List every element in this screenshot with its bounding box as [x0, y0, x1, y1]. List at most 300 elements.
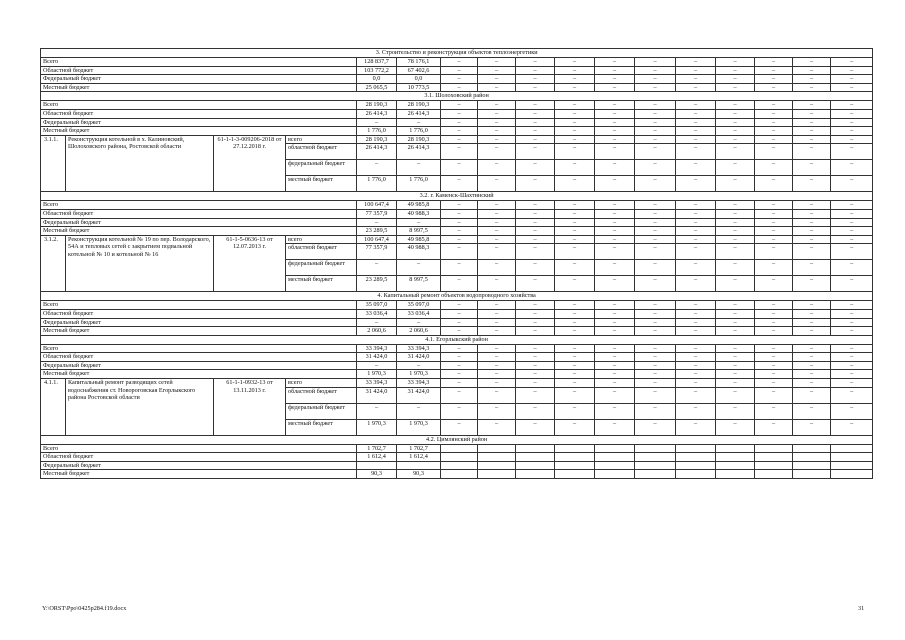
empty-period-cell: –	[441, 276, 478, 292]
empty-period-cell: –	[555, 370, 595, 379]
empty-period-cell: –	[595, 160, 635, 176]
empty-period-cell: –	[441, 403, 478, 419]
empty-period-cell: –	[676, 135, 716, 144]
amount-cell: 25 065,5	[357, 83, 397, 92]
empty-period-cell: –	[595, 227, 635, 236]
empty-period-cell: –	[516, 361, 555, 370]
empty-period-cell: –	[441, 419, 478, 435]
section-header-row	[41, 192, 873, 201]
empty-period-cell: –	[831, 66, 873, 75]
amount-cell: 26 414,3	[357, 109, 397, 118]
section-header-row	[41, 292, 873, 301]
empty-period-cell: –	[555, 127, 595, 136]
empty-period-cell: –	[595, 118, 635, 127]
empty-period-cell: –	[478, 75, 516, 84]
empty-period-cell: –	[676, 144, 716, 160]
amount-cell: –	[357, 318, 397, 327]
sub-label: областной бюджет	[286, 244, 357, 260]
empty-period-cell: –	[755, 403, 793, 419]
empty-period-cell: –	[831, 327, 873, 336]
empty-period-cell: –	[793, 209, 831, 218]
empty-period-cell	[676, 470, 716, 479]
amount-cell: –	[397, 318, 441, 327]
empty-period-cell: –	[793, 176, 831, 192]
empty-period-cell	[831, 470, 873, 479]
empty-period-cell	[793, 444, 831, 453]
empty-period-cell: –	[635, 379, 676, 388]
empty-period-cell: –	[441, 301, 478, 310]
empty-period-cell	[635, 470, 676, 479]
empty-period-cell: –	[555, 66, 595, 75]
empty-period-cell: –	[635, 218, 676, 227]
empty-period-cell: –	[595, 176, 635, 192]
empty-period-cell: –	[676, 419, 716, 435]
empty-period-cell: –	[441, 218, 478, 227]
sub-label: всего	[286, 379, 357, 388]
empty-period-cell: –	[716, 309, 755, 318]
empty-period-cell: –	[595, 318, 635, 327]
empty-period-cell: –	[716, 260, 755, 276]
empty-period-cell: –	[516, 419, 555, 435]
empty-period-cell: –	[793, 370, 831, 379]
empty-period-cell: –	[755, 135, 793, 144]
empty-period-cell: –	[831, 218, 873, 227]
amount-cell: 31 424,0	[397, 353, 441, 362]
empty-period-cell: –	[478, 160, 516, 176]
summary-row-federal	[41, 218, 873, 227]
item-code: 61-1-1-0932-13 от 13.11.2013 г.	[214, 379, 286, 436]
summary-row-local	[41, 370, 873, 379]
empty-period-cell: –	[676, 118, 716, 127]
empty-period-cell: –	[793, 201, 831, 210]
empty-period-cell: –	[555, 318, 595, 327]
sub-label: федеральный бюджет	[286, 260, 357, 276]
empty-period-cell: –	[716, 135, 755, 144]
empty-period-cell: –	[555, 235, 595, 244]
summary-row-local	[41, 83, 873, 92]
summary-row-local	[41, 227, 873, 236]
item-row-total	[41, 135, 873, 144]
amount-cell: –	[357, 118, 397, 127]
empty-period-cell: –	[716, 379, 755, 388]
empty-period-cell: –	[441, 209, 478, 218]
section-title: 4.1. Егорлыкский район	[41, 335, 873, 344]
empty-period-cell: –	[516, 327, 555, 336]
sub-label: областной бюджет	[286, 387, 357, 403]
empty-period-cell: –	[716, 276, 755, 292]
amount-cell: 40 988,3	[397, 209, 441, 218]
item-code: 61-1-5-0636-13 от 12.07.2013 г.	[214, 235, 286, 292]
empty-period-cell: –	[635, 327, 676, 336]
empty-period-cell: –	[478, 118, 516, 127]
summary-label: Местный бюджет	[41, 470, 357, 479]
empty-period-cell: –	[635, 101, 676, 110]
empty-period-cell: –	[793, 101, 831, 110]
amount-cell: –	[397, 361, 441, 370]
empty-period-cell	[716, 470, 755, 479]
empty-period-cell: –	[555, 344, 595, 353]
empty-period-cell: –	[478, 419, 516, 435]
amount-cell: 77 357,9	[357, 209, 397, 218]
amount-cell: 1 776,0	[357, 127, 397, 136]
empty-period-cell: –	[516, 379, 555, 388]
empty-period-cell: –	[441, 309, 478, 318]
empty-period-cell: –	[555, 160, 595, 176]
empty-period-cell: –	[441, 160, 478, 176]
empty-period-cell: –	[555, 301, 595, 310]
empty-period-cell: –	[755, 144, 793, 160]
empty-period-cell: –	[595, 75, 635, 84]
empty-period-cell: –	[635, 135, 676, 144]
empty-period-cell: –	[716, 227, 755, 236]
empty-period-cell: –	[716, 75, 755, 84]
empty-period-cell: –	[441, 83, 478, 92]
empty-period-cell: –	[755, 176, 793, 192]
empty-period-cell: –	[478, 301, 516, 310]
empty-period-cell: –	[441, 327, 478, 336]
empty-period-cell	[755, 444, 793, 453]
summary-label: Областной бюджет	[41, 209, 357, 218]
amount-cell: 103 772,2	[357, 66, 397, 75]
empty-period-cell: –	[441, 66, 478, 75]
empty-period-cell: –	[793, 353, 831, 362]
empty-period-cell: –	[516, 83, 555, 92]
empty-period-cell: –	[441, 235, 478, 244]
empty-period-cell: –	[595, 344, 635, 353]
amount-cell: –	[397, 218, 441, 227]
empty-period-cell: –	[595, 301, 635, 310]
empty-period-cell: –	[676, 127, 716, 136]
empty-period-cell: –	[831, 135, 873, 144]
empty-period-cell: –	[555, 260, 595, 276]
empty-period-cell: –	[676, 327, 716, 336]
empty-period-cell: –	[831, 419, 873, 435]
section-title: 4. Капитальный ремонт объектов водопроводного хозяйства	[41, 292, 873, 301]
empty-period-cell: –	[676, 361, 716, 370]
empty-period-cell	[595, 461, 635, 470]
item-number: 3.1.1.	[41, 135, 66, 192]
empty-period-cell	[555, 453, 595, 462]
amount-cell: 77 357,9	[357, 244, 397, 260]
empty-period-cell: –	[635, 318, 676, 327]
section-title: 4.2. Цимлянский район	[41, 435, 873, 444]
empty-period-cell: –	[716, 58, 755, 67]
summary-row-regional	[41, 353, 873, 362]
empty-period-cell: –	[676, 66, 716, 75]
empty-period-cell: –	[716, 244, 755, 260]
empty-period-cell: –	[831, 361, 873, 370]
empty-period-cell: –	[676, 403, 716, 419]
empty-period-cell: –	[755, 209, 793, 218]
empty-period-cell: –	[441, 201, 478, 210]
amount-cell: 1 970,3	[397, 419, 441, 435]
empty-period-cell: –	[441, 101, 478, 110]
empty-period-cell: –	[555, 75, 595, 84]
empty-period-cell: –	[755, 58, 793, 67]
empty-period-cell: –	[635, 344, 676, 353]
amount-cell: –	[357, 403, 397, 419]
amount-cell: 31 424,0	[357, 353, 397, 362]
empty-period-cell: –	[516, 387, 555, 403]
empty-period-cell: –	[555, 58, 595, 67]
empty-period-cell: –	[635, 58, 676, 67]
empty-period-cell	[635, 444, 676, 453]
empty-period-cell: –	[595, 353, 635, 362]
empty-period-cell	[595, 453, 635, 462]
empty-period-cell: –	[793, 301, 831, 310]
amount-cell: 33 394,3	[397, 344, 441, 353]
empty-period-cell	[793, 461, 831, 470]
empty-period-cell: –	[755, 260, 793, 276]
empty-period-cell: –	[555, 327, 595, 336]
amount-cell: 33 036,4	[397, 309, 441, 318]
sub-label: областной бюджет	[286, 144, 357, 160]
empty-period-cell: –	[555, 227, 595, 236]
empty-period-cell: –	[441, 109, 478, 118]
empty-period-cell	[831, 461, 873, 470]
footer-page-number: 31	[858, 605, 865, 612]
amount-cell: –	[397, 260, 441, 276]
empty-period-cell: –	[676, 75, 716, 84]
empty-period-cell: –	[676, 58, 716, 67]
empty-period-cell: –	[478, 66, 516, 75]
empty-period-cell: –	[595, 144, 635, 160]
empty-period-cell: –	[595, 361, 635, 370]
summary-label: Областной бюджет	[41, 109, 357, 118]
empty-period-cell	[441, 461, 478, 470]
amount-cell: 49 985,8	[397, 201, 441, 210]
summary-label: Федеральный бюджет	[41, 318, 357, 327]
empty-period-cell: –	[793, 135, 831, 144]
summary-label: Областной бюджет	[41, 353, 357, 362]
section-title: 3.2. г. Каменск-Шахтинский	[41, 192, 873, 201]
empty-period-cell: –	[595, 101, 635, 110]
empty-period-cell	[676, 453, 716, 462]
amount-cell: 33 394,3	[357, 344, 397, 353]
empty-period-cell: –	[755, 309, 793, 318]
empty-period-cell: –	[595, 379, 635, 388]
empty-period-cell: –	[635, 127, 676, 136]
empty-period-cell: –	[516, 201, 555, 210]
empty-period-cell	[716, 453, 755, 462]
empty-period-cell: –	[716, 327, 755, 336]
empty-period-cell: –	[831, 379, 873, 388]
empty-period-cell: –	[635, 109, 676, 118]
amount-cell: 8 997,5	[397, 227, 441, 236]
empty-period-cell	[595, 470, 635, 479]
summary-row-federal	[41, 75, 873, 84]
empty-period-cell	[831, 453, 873, 462]
empty-period-cell: –	[831, 403, 873, 419]
empty-period-cell: –	[555, 276, 595, 292]
empty-period-cell: –	[441, 361, 478, 370]
summary-row-total	[41, 58, 873, 67]
empty-period-cell: –	[793, 118, 831, 127]
summary-row-regional	[41, 109, 873, 118]
summary-row-total	[41, 301, 873, 310]
item-number: 3.1.2.	[41, 235, 66, 292]
empty-period-cell: –	[635, 244, 676, 260]
summary-label: Всего	[41, 201, 357, 210]
empty-period-cell: –	[516, 176, 555, 192]
section-title: 3. Строительство и реконструкция объектов теплоэнергетики	[41, 49, 873, 58]
empty-period-cell: –	[516, 260, 555, 276]
summary-label: Всего	[41, 101, 357, 110]
empty-period-cell: –	[478, 109, 516, 118]
empty-period-cell: –	[516, 66, 555, 75]
empty-period-cell: –	[831, 353, 873, 362]
amount-cell: 10 773,5	[397, 83, 441, 92]
empty-period-cell: –	[595, 201, 635, 210]
amount-cell: 1 612,4	[357, 453, 397, 462]
section-header-row	[41, 92, 873, 101]
empty-period-cell: –	[478, 176, 516, 192]
summary-row-federal	[41, 318, 873, 327]
empty-period-cell: –	[516, 235, 555, 244]
amount-cell: 23 289,5	[357, 227, 397, 236]
empty-period-cell: –	[441, 58, 478, 67]
summary-row-local	[41, 470, 873, 479]
empty-period-cell: –	[831, 235, 873, 244]
empty-period-cell: –	[755, 101, 793, 110]
amount-cell: –	[397, 403, 441, 419]
empty-period-cell: –	[441, 144, 478, 160]
empty-period-cell	[676, 444, 716, 453]
empty-period-cell	[516, 453, 555, 462]
empty-period-cell: –	[676, 276, 716, 292]
empty-period-cell: –	[516, 276, 555, 292]
item-code: 61-1-1-3-009206-2018 от 27.12.2018 г.	[214, 135, 286, 192]
empty-period-cell: –	[516, 127, 555, 136]
empty-period-cell: –	[516, 118, 555, 127]
amount-cell: –	[397, 118, 441, 127]
empty-period-cell: –	[516, 75, 555, 84]
empty-period-cell: –	[831, 109, 873, 118]
empty-period-cell: –	[516, 101, 555, 110]
empty-period-cell: –	[635, 276, 676, 292]
empty-period-cell	[793, 453, 831, 462]
empty-period-cell: –	[635, 118, 676, 127]
empty-period-cell: –	[831, 144, 873, 160]
empty-period-cell: –	[676, 387, 716, 403]
empty-period-cell: –	[676, 379, 716, 388]
empty-period-cell: –	[793, 379, 831, 388]
empty-period-cell: –	[516, 309, 555, 318]
empty-period-cell: –	[555, 379, 595, 388]
empty-period-cell: –	[793, 318, 831, 327]
summary-label: Местный бюджет	[41, 83, 357, 92]
empty-period-cell: –	[793, 109, 831, 118]
amount-cell: 8 997,5	[397, 276, 441, 292]
footer-file-path: Y:\ORST\Ppo\0425p284.f19.docx	[42, 605, 127, 612]
empty-period-cell: –	[516, 135, 555, 144]
empty-period-cell: –	[716, 201, 755, 210]
empty-period-cell: –	[793, 361, 831, 370]
empty-period-cell: –	[595, 109, 635, 118]
empty-period-cell: –	[595, 218, 635, 227]
empty-period-cell: –	[478, 83, 516, 92]
item-description: Реконструкция котельной № 19 по пер. Володарского, 54А и тепловых сетей с закрытием подвальной котельной № 10 и котельной № 16	[66, 235, 214, 292]
empty-period-cell	[755, 461, 793, 470]
empty-period-cell: –	[478, 144, 516, 160]
empty-period-cell: –	[831, 387, 873, 403]
summary-row-federal	[41, 461, 873, 470]
summary-label: Местный бюджет	[41, 127, 357, 136]
summary-row-regional	[41, 209, 873, 218]
empty-period-cell: –	[635, 66, 676, 75]
amount-cell: 31 424,0	[357, 387, 397, 403]
empty-period-cell: –	[793, 260, 831, 276]
section-title: 3.1. Шолоховский район	[41, 92, 873, 101]
empty-period-cell: –	[441, 370, 478, 379]
empty-period-cell: –	[478, 244, 516, 260]
empty-period-cell: –	[635, 227, 676, 236]
empty-period-cell: –	[595, 235, 635, 244]
empty-period-cell: –	[516, 403, 555, 419]
amount-cell: 1 776,0	[357, 176, 397, 192]
empty-period-cell: –	[595, 419, 635, 435]
empty-period-cell: –	[516, 301, 555, 310]
empty-period-cell: –	[478, 276, 516, 292]
empty-period-cell: –	[755, 301, 793, 310]
amount-cell: 33 394,3	[357, 379, 397, 388]
summary-label: Всего	[41, 301, 357, 310]
empty-period-cell: –	[635, 83, 676, 92]
summary-label: Федеральный бюджет	[41, 361, 357, 370]
empty-period-cell: –	[478, 403, 516, 419]
empty-period-cell: –	[716, 109, 755, 118]
empty-period-cell: –	[716, 318, 755, 327]
summary-row-federal	[41, 361, 873, 370]
empty-period-cell: –	[555, 176, 595, 192]
empty-period-cell: –	[555, 361, 595, 370]
empty-period-cell: –	[555, 135, 595, 144]
empty-period-cell: –	[595, 260, 635, 276]
sub-label: всего	[286, 135, 357, 144]
empty-period-cell: –	[676, 160, 716, 176]
sub-label: всего	[286, 235, 357, 244]
empty-period-cell: –	[716, 361, 755, 370]
empty-period-cell: –	[478, 58, 516, 67]
empty-period-cell: –	[595, 58, 635, 67]
empty-period-cell: –	[755, 379, 793, 388]
empty-period-cell: –	[755, 66, 793, 75]
empty-period-cell: –	[716, 160, 755, 176]
sub-label: местный бюджет	[286, 419, 357, 435]
empty-period-cell: –	[441, 353, 478, 362]
empty-period-cell: –	[793, 309, 831, 318]
empty-period-cell: –	[831, 83, 873, 92]
empty-period-cell: –	[555, 83, 595, 92]
empty-period-cell: –	[676, 235, 716, 244]
empty-period-cell: –	[831, 201, 873, 210]
summary-label: Всего	[41, 444, 357, 453]
summary-row-federal	[41, 118, 873, 127]
empty-period-cell	[478, 444, 516, 453]
empty-period-cell: –	[793, 58, 831, 67]
empty-period-cell: –	[716, 387, 755, 403]
summary-label: Всего	[41, 58, 357, 67]
empty-period-cell: –	[755, 419, 793, 435]
empty-period-cell: –	[595, 135, 635, 144]
empty-period-cell: –	[635, 370, 676, 379]
empty-period-cell: –	[831, 301, 873, 310]
empty-period-cell: –	[441, 75, 478, 84]
empty-period-cell: –	[516, 370, 555, 379]
empty-period-cell: –	[555, 109, 595, 118]
summary-row-regional	[41, 66, 873, 75]
empty-period-cell: –	[635, 209, 676, 218]
